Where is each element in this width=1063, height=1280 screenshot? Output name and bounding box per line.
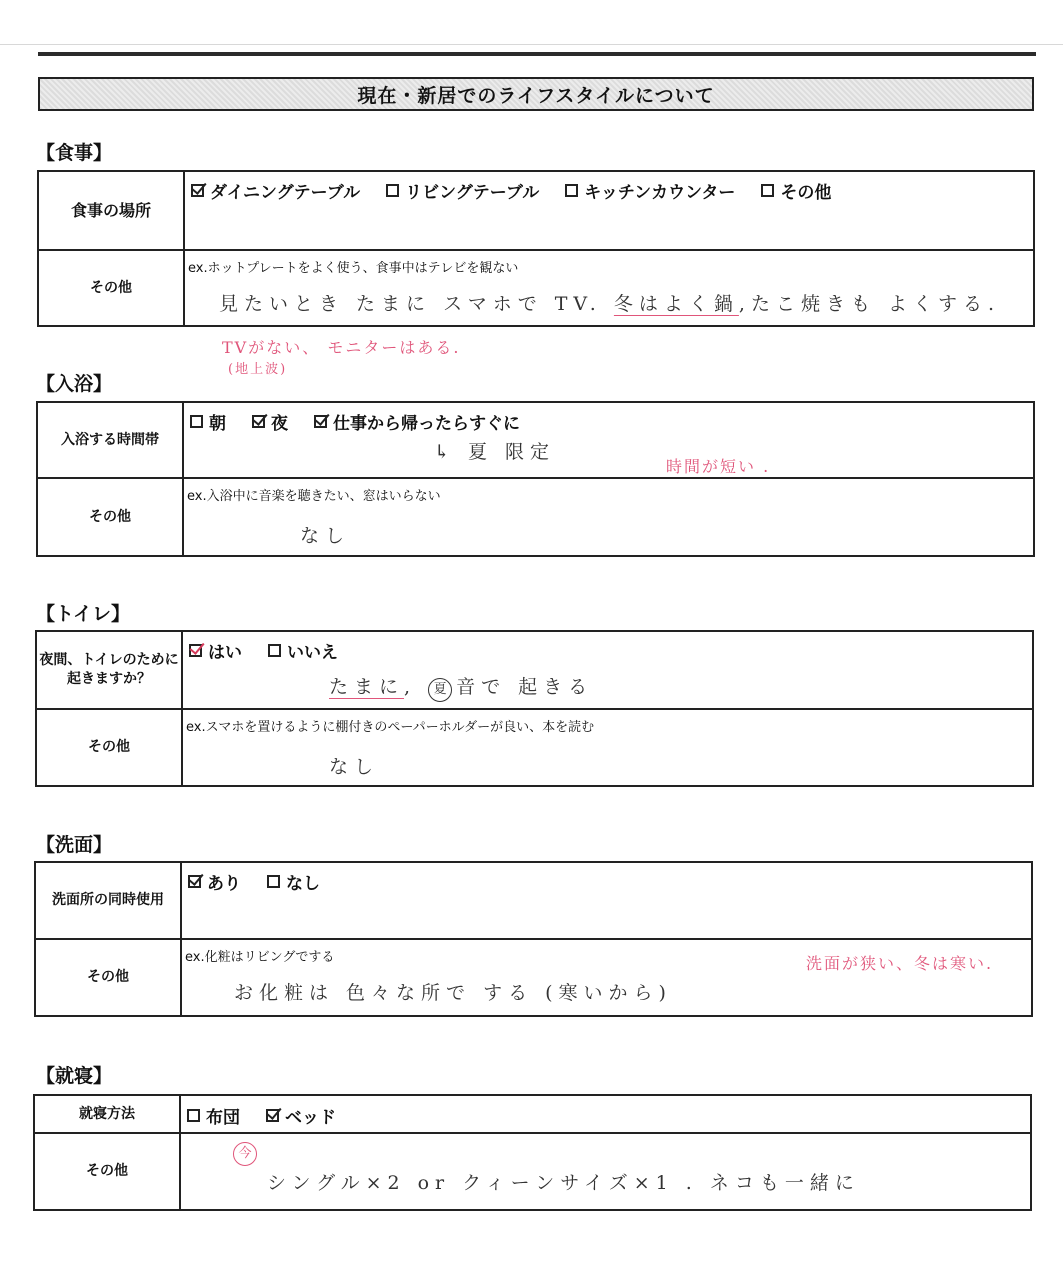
wash-shared-use-label: 洗面所の同時使用 [36, 863, 182, 940]
option-futon[interactable]: 布団 [187, 1103, 240, 1128]
section-heading-sleep: 【就寝】 [36, 1065, 113, 1087]
wash-shared-use-options [188, 869, 320, 894]
toilet-night-label: 夜間、トイレのために 起きますか？ [37, 632, 183, 710]
red-note-wash: 洗面が狭い、冬は寒い. [806, 954, 994, 973]
option-kitchen-counter[interactable]: キッチンカウンター [565, 178, 735, 203]
option-night[interactable]: 夜 [252, 409, 288, 434]
toilet-handwritten-answer-other: なし [329, 756, 380, 778]
bath-example-text: ex.入浴中に音楽を聴きたい、窓はいらない [187, 489, 441, 504]
checkbox-icon[interactable] [187, 1109, 200, 1122]
toilet-night-cell [183, 632, 1032, 710]
option-morning[interactable]: 朝 [190, 409, 226, 434]
option-yes[interactable]: はい [189, 638, 242, 663]
checkbox-icon[interactable] [761, 184, 774, 197]
red-note-tv-sub: (地上波) [228, 362, 288, 377]
checkbox-checked-icon[interactable] [188, 875, 201, 888]
sleep-method-options [187, 1103, 336, 1128]
sleep-method-label: 就寝方法 [35, 1096, 181, 1134]
meal-handwritten-answer: 見たいとき たまに スマホで TV. 冬はよく鍋,たこ焼きも よくする. [219, 293, 1001, 315]
meal-example-text: ex.ホットプレートをよく使う、食事中はテレビを観ない [188, 261, 519, 276]
section-heading-wash: 【洗面】 [36, 834, 113, 856]
toilet-night-options [189, 638, 338, 663]
meal-place-cell [185, 172, 1033, 251]
wash-shared-use-cell [182, 863, 1031, 940]
option-other[interactable]: その他 [761, 178, 831, 203]
sleep-method-cell [181, 1096, 1030, 1134]
wash-table [34, 861, 1033, 1017]
toilet-table [35, 630, 1034, 787]
red-note-bath-time: 時間が短い . [666, 457, 771, 476]
sleep-handwritten-answer: シングル×2 or クィーンサイズ×1 . ネコも一緒に [267, 1172, 860, 1194]
checkbox-icon[interactable] [268, 644, 281, 657]
form-banner-title: 現在・新居でのライフスタイルについて [38, 77, 1034, 111]
checkbox-checked-icon[interactable] [191, 184, 204, 197]
option-no[interactable]: なし [267, 869, 320, 894]
wash-example-text: ex.化粧はリビングでする [185, 950, 335, 965]
toilet-other-label: その他 [37, 710, 183, 785]
section-heading-bath: 【入浴】 [36, 373, 113, 395]
bath-table [36, 401, 1035, 557]
checkbox-icon[interactable] [386, 184, 399, 197]
bath-time-cell [184, 403, 1033, 479]
bath-time-options [190, 409, 520, 434]
option-bed[interactable]: ベッド [266, 1103, 336, 1128]
meal-other-cell[interactable] [185, 251, 1033, 325]
red-note-tv: TVがない、 モニターはある. [222, 338, 461, 357]
section-heading-toilet: 【トイレ】 [36, 603, 131, 625]
option-no[interactable]: いいえ [268, 638, 338, 663]
meal-place-options [191, 178, 831, 203]
sleep-other-label: その他 [35, 1134, 181, 1209]
checkbox-checked-icon[interactable] [189, 644, 202, 657]
toilet-other-cell[interactable] [183, 710, 1032, 785]
summer-circle-icon: 夏 [428, 678, 452, 702]
bath-handwritten-answer: なし [300, 525, 351, 547]
option-yes[interactable]: あり [188, 869, 241, 894]
section-heading-meal: 【食事】 [36, 142, 113, 164]
option-living-table[interactable]: リビングテーブル [386, 178, 539, 203]
header-rule [38, 52, 1036, 56]
sleep-table [33, 1094, 1032, 1211]
bath-time-label: 入浴する時間帯 [38, 403, 184, 479]
checkbox-icon[interactable] [190, 415, 203, 428]
toilet-example-text: ex.スマホを置けるように棚付きのペーパーホルダーが良い、本を読む [186, 720, 595, 735]
wash-handwritten-answer: お化粧は 色々な所で する (寒いから) [234, 982, 672, 1004]
meal-other-label: その他 [39, 251, 185, 325]
now-circle-icon: 今 [233, 1142, 257, 1166]
toilet-handwritten-answer: たまに, 夏 音で 起きる [329, 672, 593, 702]
bath-other-cell[interactable] [184, 479, 1033, 555]
meal-place-label: 食事の場所 [39, 172, 185, 251]
sleep-other-cell[interactable] [181, 1134, 1030, 1209]
checkbox-checked-icon[interactable] [266, 1109, 279, 1122]
top-divider [0, 44, 1063, 45]
bath-summer-only-note: ↳ 夏 限定 [434, 441, 555, 463]
checkbox-checked-icon[interactable] [252, 415, 265, 428]
option-dining-table[interactable]: ダイニングテーブル [191, 178, 360, 203]
wash-other-label: その他 [36, 940, 182, 1015]
checkbox-icon[interactable] [565, 184, 578, 197]
meal-table [37, 170, 1035, 327]
option-after-work[interactable]: 仕事から帰ったらすぐに [314, 409, 520, 434]
bath-other-label: その他 [38, 479, 184, 555]
checkbox-checked-icon[interactable] [314, 415, 327, 428]
checkbox-icon[interactable] [267, 875, 280, 888]
